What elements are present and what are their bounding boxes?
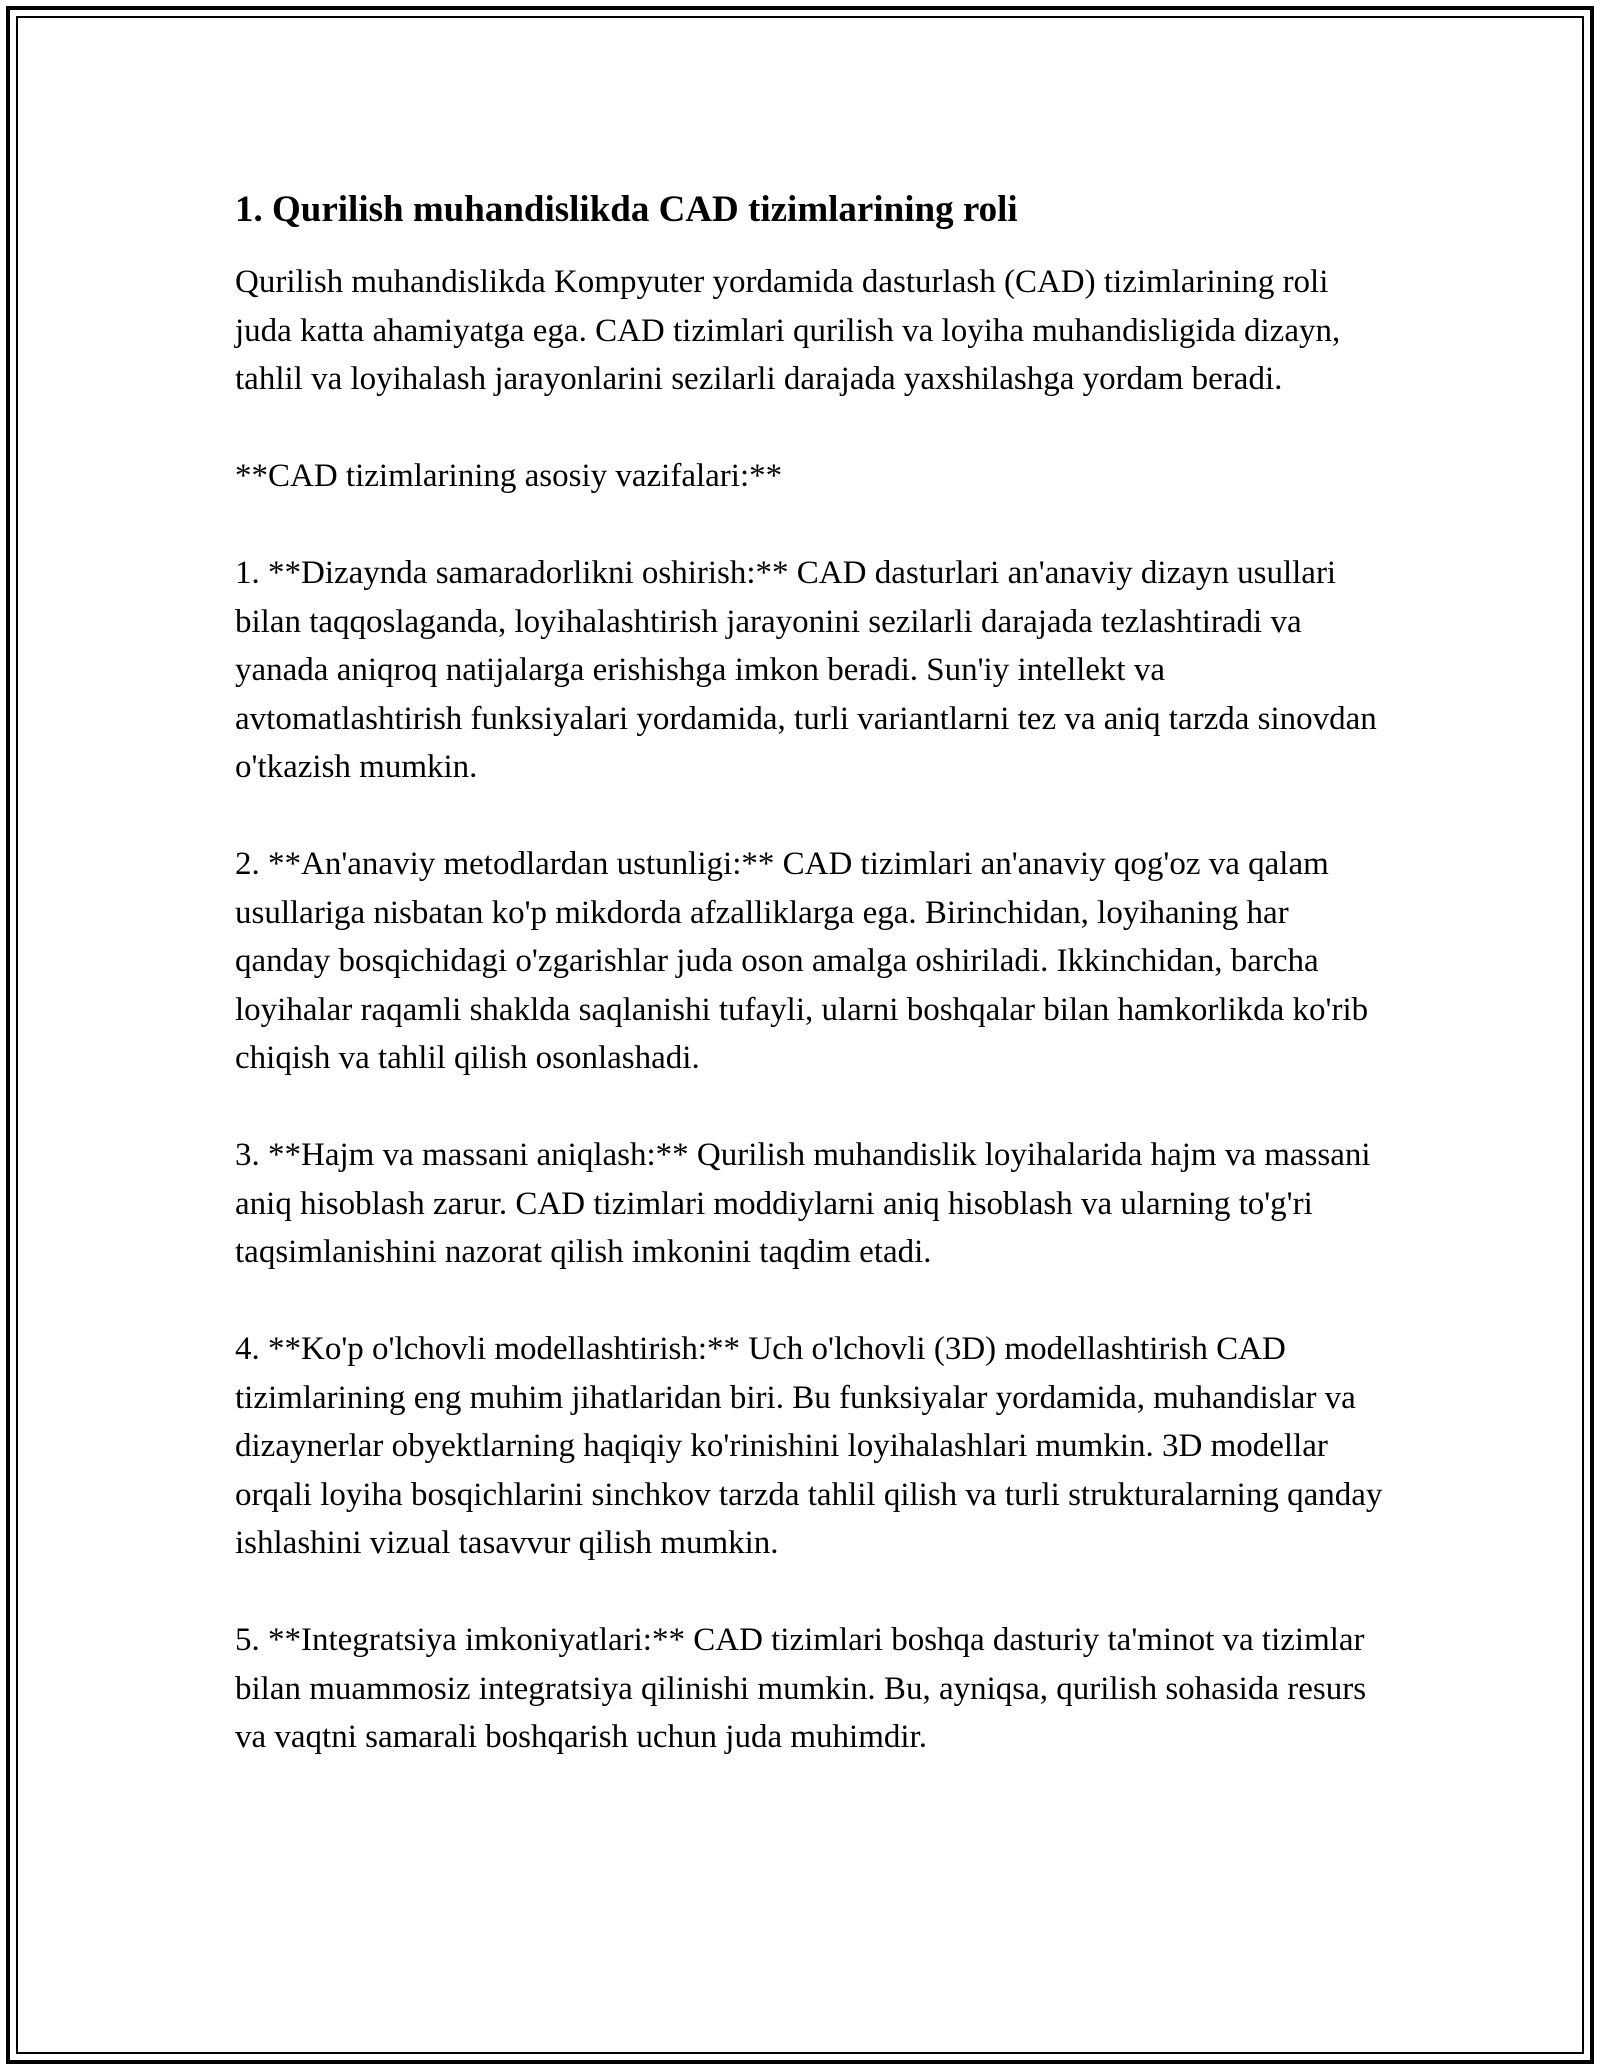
document-title: 1. Qurilish muhandislikda CAD tizimlarining roli <box>235 189 1018 230</box>
intro-paragraph: Qurilish muhandislikda Kompyuter yordamida dasturlash (CAD) tizimlarining roli juda katta ahamiyatga ega. CAD tizimlari qurilish va loyiha muhandisligida dizayn, tahlil va loyihalash jarayonlarini sezilarli darajada yaxshilashga yordam beradi. <box>235 264 1341 397</box>
list-item-1: 1. **Dizaynda samaradorlikni oshirish:** CAD dasturlari an'anaviy dizayn usullari bilan taqqoslaganda, loyihalashtirish jarayonini sezilarli darajada tezlashtiradi va yanada aniqroq natijalarga erishishga imkon beradi. Sun'iy intellekt va avtomatlashtirish funksiyalari yordamida, turli variantlarni tez va aniq tarzda sinovdan o'tkazish mumkin. <box>235 555 1377 785</box>
list-item-5: 5. **Integratsiya imkoniyatlari:** CAD tizimlari boshqa dasturiy ta'minot va tizimlar bilan muammosiz integratsiya qilinishi mumkin. Bu, ayniqsa, qurilish sohasida resurs va vaqtni samarali boshqarish uchun juda muhimdir. <box>235 1622 1367 1755</box>
document-body <box>235 186 1385 1810</box>
list-item-4: 4. **Ko'p o'lchovli modellashtirish:** Uch o'lchovli (3D) modellashtirish CAD tizimlarining eng muhim jihatlaridan biri. Bu funksiyalar yordamida, muhandislar va dizaynerlar obyektlarning haqiqiy ko'rinishini loyihalashlari mumkin. 3D modellar orqali loyiha bosqichlarini sinchkov tarzda tahlil qilish va turli strukturalarning qanday ishlashini vizual tasavvur qilish mumkin. <box>235 1331 1383 1561</box>
section-subheading: **CAD tizimlarining asosiy vazifalari:** <box>235 458 783 494</box>
list-item-2: 2. **An'anaviy metodlardan ustunligi:** CAD tizimlari an'anaviy qog'oz va qalam usullariga nisbatan ko'p mikdorda afzalliklarga ega. Birinchidan, loyihaning har qanday bosqichidagi o'zgarishlar juda oson amalga oshiriladi. Ikkinchidan, barcha loyihalar raqamli shaklda saqlanishi tufayli, ularni boshqalar bilan hamkorlikda ko'rib chiqish va tahlil qilish osonlashadi. <box>235 846 1369 1076</box>
list-item-3: 3. **Hajm va massani aniqlash:** Qurilish muhandislik loyihalarida hajm va massani aniq hisoblash zarur. CAD tizimlari moddiylarni aniq hisoblash va ularning to'g'ri taqsimlanishini nazorat qilish imkonini taqdim etadi. <box>235 1137 1371 1270</box>
